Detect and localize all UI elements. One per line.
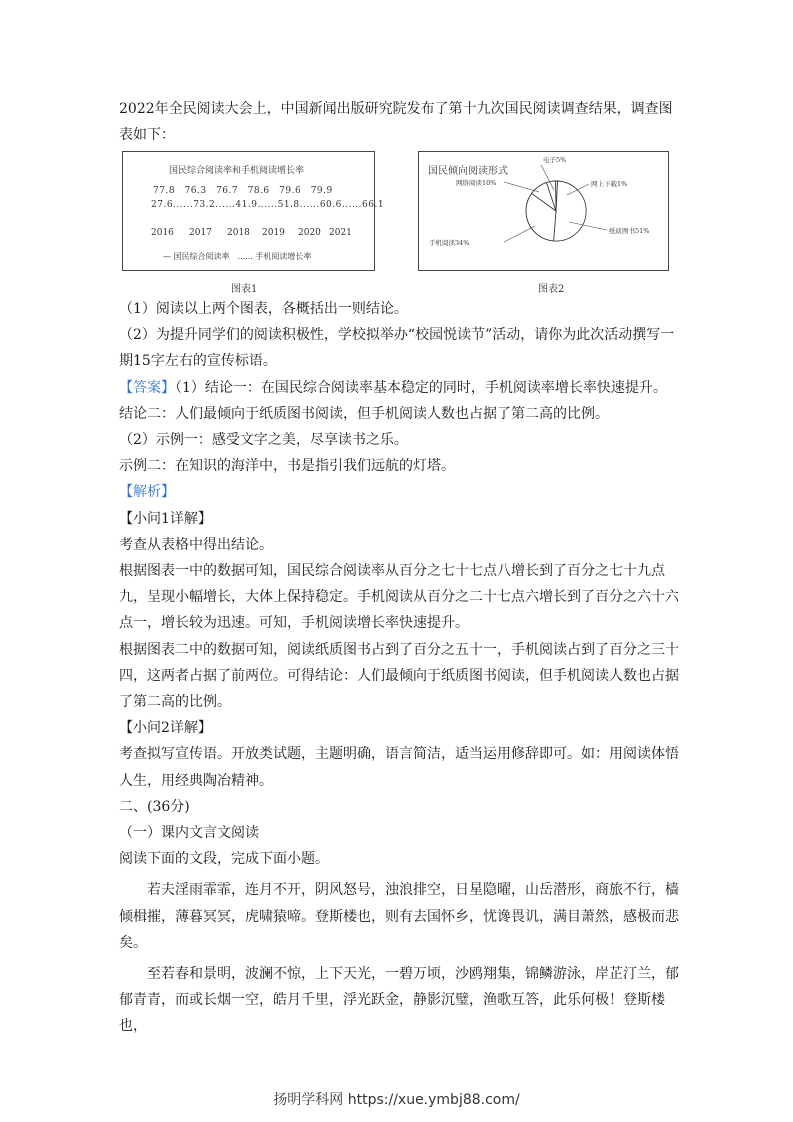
figure-1-title: 国民综合阅读率和手机阅读增长率	[169, 166, 305, 176]
answer-tag: 【答案】	[119, 379, 175, 396]
pie-label-ebook: 电子5%	[543, 156, 567, 164]
year-label: 2016	[151, 228, 174, 238]
classical-passage-2: 至若春和景明，波澜不惊，上下天光，一碧万顷，沙鸥翔集，锦鳞游泳，岸芷汀兰，郁郁青青，而或长烟一空，皓月千里，浮光跃金，静影沉璧，渔歌互答，此乐何极！登斯楼也，	[119, 966, 679, 1035]
year-label: 2017	[189, 228, 212, 238]
section-2-1-heading: （一）课内文言文阅读	[119, 825, 259, 842]
section-2-heading: 二、(36分)	[119, 798, 190, 815]
figure-1-row-reading-rate: 77.8 76.3 76.7 78.6 79.6 79.9	[153, 186, 333, 196]
answer-line-2: 结论二：人们最倾向于纸质图书阅读，但手机阅读人数也占据了第二高的比例。	[119, 405, 609, 422]
figure-1-caption: 图表1	[231, 284, 258, 295]
figure-2-caption: 图表2	[538, 284, 565, 295]
pie-label-online: 网络阅读10%	[456, 179, 497, 187]
analysis-paragraph: 考查从表格中得出结论。	[119, 536, 273, 553]
year-label: 2021	[329, 228, 352, 238]
answer-line-1: 【答案】（1）结论一：在国民综合阅读率基本稳定的同时，手机阅读率增长率快速提升。	[119, 379, 667, 396]
analysis-paragraph: 根据图表一中的数据可知，国民综合阅读率从百分之七十七点八增长到了百分之七十九点九，呈现小幅增长，大体上保持稳定。手机阅读从百分之二十七点六增长到了百分之六十六点一，增长较为迅速。可知，手机阅读增长率快速提升。	[119, 563, 679, 632]
question-2: （2）为提升同学们的阅读积极性，学校拟举办“校园悦读节”活动，请你为此次活动撰写一期15字左右的宣传标语。	[119, 327, 675, 370]
sub-question-2-heading: 【小问2详解】	[119, 720, 212, 737]
leader-online	[504, 182, 539, 192]
analysis-paragraph: 考查拟写宣传语。开放类试题，主题明确，语言简洁，适当运用修辞即可。如：用阅读体悟人生，用经典陶冶精神。	[119, 746, 679, 789]
figure-1-row-phone-growth: 27.6......73.2......41.9......51.8......60.6......66.1	[151, 200, 385, 210]
answer-line-4: 示例二：在知识的海洋中，书是指引我们远航的灯塔。	[119, 458, 455, 475]
pie-label-web: 网上下载1%	[591, 180, 628, 188]
year-label: 2018	[227, 228, 250, 238]
year-label: 2019	[262, 228, 285, 238]
classical-passage-1: 若夫淫雨霏霏，连月不开，阴风怒号，浊浪排空，日星隐曜，山岳潜形，商旅不行，樯倾楫摧，薄暮冥冥，虎啸猿啼。登斯楼也，则有去国怀乡，忧谗畏讥，满目萧然，感极而悲矣。	[119, 882, 679, 951]
question-1: （1）阅读以上两个图表，各概括出一则结论。	[119, 301, 408, 317]
analysis-paragraph: 根据图表二中的数据可知，阅读纸质图书占到了百分之五十一，手机阅读占到了百分之三十四，这两者占据了前两位。可得结论：人们最倾向于纸质图书阅读，但手机阅读人数也占据了第二高的比例。	[119, 641, 679, 711]
pie-label-paper: 纸质图书51%	[609, 227, 650, 235]
year-label: 2020	[298, 228, 321, 238]
body-content	[119, 296, 679, 1040]
figure-1-frame	[122, 151, 385, 271]
analysis-tag: 【解析】	[119, 484, 175, 501]
leader-phone	[504, 226, 535, 242]
sub-question-1-heading: 【小问1详解】	[119, 510, 212, 527]
footer-watermark: 扬明学科网 https://xue.ymbj88.com/	[273, 1092, 520, 1108]
figure-2-frame	[418, 151, 669, 271]
pie-chart	[419, 152, 670, 272]
figure-1-legend: — 国民综合阅读率 ...... 手机阅读增长率	[163, 252, 312, 261]
pie-label-phone: 手机阅读34%	[429, 239, 470, 247]
pie-slice-0	[554, 181, 587, 241]
instruction: 阅读下面的文段，完成下面小题。	[119, 851, 329, 868]
figure-2-title: 国民倾向阅读形式	[428, 166, 508, 177]
intro-paragraph: 2022年全民阅读大会上，中国新闻出版研究院发布了第十九次国民阅读调查结果，调查图表如下：	[119, 101, 673, 144]
answer-line-3: （2）示例一：感受文字之美，尽享读书之乐。	[119, 432, 408, 449]
